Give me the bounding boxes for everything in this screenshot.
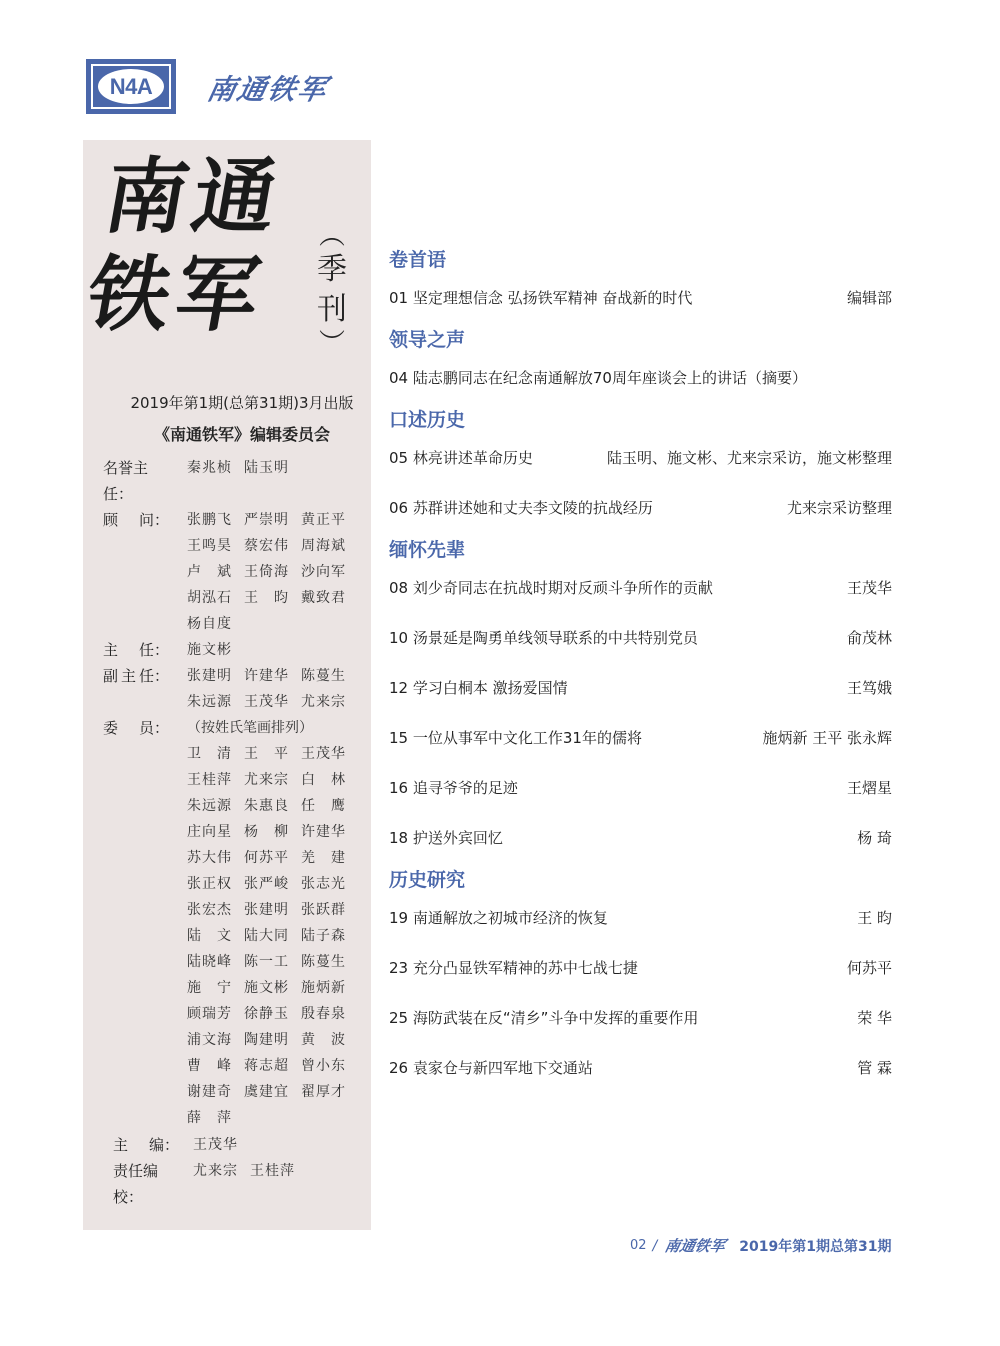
role-label <box>103 715 187 741</box>
toc-author: 王茂华 <box>846 579 892 597</box>
committee-title: 《南通铁军》编辑委员会 <box>153 425 330 444</box>
toc-entry[interactable] <box>389 578 892 598</box>
role-label <box>103 1027 187 1053</box>
toc-author: 陆玉明、施文彬、尤来宗采访，施文彬整理 <box>606 449 892 467</box>
footer-magazine-name: 南通铁军 <box>663 1237 728 1255</box>
member-name: 蒋志超 <box>244 1058 289 1074</box>
toc-entry[interactable] <box>389 908 892 928</box>
toc-entry-title <box>389 958 638 978</box>
role-label-inner <box>103 1053 169 1079</box>
member-name: 王 昀 <box>244 590 289 606</box>
role-label-inner <box>103 559 169 585</box>
toc-entry[interactable] <box>389 728 892 748</box>
member-name: 王桂萍 <box>187 772 232 788</box>
role-label <box>103 533 187 559</box>
toc-author: 尤来宗采访整理 <box>786 499 892 517</box>
footer-issue: 2019年第1期总第31期 <box>739 1238 892 1255</box>
toc-entry-title <box>389 908 608 928</box>
member-name: 陈蔓生 <box>301 954 346 970</box>
member-name: 王 平 <box>244 746 289 762</box>
member-name: 施文彬 <box>244 980 289 996</box>
member-name: 陈一工 <box>244 954 289 970</box>
toc-title-text: 充分凸显铁军精神的苏中七战七捷 <box>412 959 638 977</box>
toc-page-number: 19 <box>389 909 409 927</box>
footer-separator: / <box>652 1237 658 1254</box>
member-name: 陆晓峰 <box>187 954 232 970</box>
role-label-inner <box>103 715 169 741</box>
member-names <box>187 1079 365 1105</box>
toc-section-title: 卷首语 <box>389 249 447 271</box>
quarterly-char-2: 刊 <box>317 292 347 327</box>
member-name: 何苏平 <box>244 850 289 866</box>
calligraphy-line-2: 铁军 <box>79 247 273 343</box>
role-label <box>103 897 187 923</box>
roster-row <box>103 1105 365 1131</box>
toc-author: 编辑部 <box>846 289 892 307</box>
toc-author: 王 昀 <box>857 909 892 927</box>
table-of-contents <box>389 240 892 1078</box>
member-names <box>187 559 365 585</box>
member-names <box>187 611 365 637</box>
role-char: 问： <box>138 511 169 529</box>
member-name: 王茂华 <box>244 694 289 710</box>
role-label <box>103 819 187 845</box>
roster-row <box>103 1079 365 1105</box>
roster-row <box>103 455 365 507</box>
member-names <box>187 793 365 819</box>
role-label-inner <box>103 455 169 507</box>
role-char: 任： <box>138 667 169 685</box>
member-name: 薛 萍 <box>187 1110 232 1126</box>
role-label <box>103 1105 187 1131</box>
toc-entry[interactable] <box>389 368 892 388</box>
member-name: 殷春泉 <box>301 1006 346 1022</box>
roster-row <box>103 741 365 767</box>
toc-entry-title <box>389 728 642 748</box>
roster-row <box>103 585 365 611</box>
role-char: 主 <box>113 1136 129 1154</box>
member-name: 朱远源 <box>187 798 232 814</box>
role-label <box>103 585 187 611</box>
roster-row <box>103 845 365 871</box>
toc-entry-title <box>389 578 713 598</box>
role-label-inner <box>103 507 169 533</box>
roster-row <box>103 949 365 975</box>
member-name: 施 宁 <box>187 980 232 996</box>
roster-row <box>103 1027 365 1053</box>
role-label-inner <box>103 1105 169 1131</box>
toc-page-number: 12 <box>389 679 409 697</box>
roster-row <box>103 507 365 533</box>
toc-page-number: 18 <box>389 829 409 847</box>
role-char: 副 <box>103 667 119 685</box>
toc-entry-title <box>389 678 568 698</box>
member-name: 庄向星 <box>187 824 232 840</box>
role-char: 委 <box>103 719 119 737</box>
member-name: 浦文海 <box>187 1032 232 1048</box>
roster-row <box>103 1001 365 1027</box>
role-label <box>103 923 187 949</box>
member-name: 杨自度 <box>187 616 232 632</box>
member-names <box>187 663 365 689</box>
role-label <box>103 1053 187 1079</box>
roster-row <box>103 559 365 585</box>
member-name: 王倚海 <box>244 564 289 580</box>
quarterly-char-1: 季 <box>317 252 347 287</box>
member-name: 谢建奇 <box>187 1084 232 1100</box>
member-names <box>187 455 365 507</box>
role-char: 名誉主任： <box>103 459 149 503</box>
header-magazine-name: 南通铁军 <box>204 73 332 106</box>
toc-title-text: 海防武装在反“清乡”斗争中发挥的重要作用 <box>412 1009 699 1027</box>
member-name: 王鸣昊 <box>187 538 232 554</box>
roster-row <box>103 897 365 923</box>
page-footer <box>630 1235 895 1256</box>
roster-row <box>103 611 365 637</box>
toc-entry-title <box>389 1058 593 1078</box>
member-names <box>187 1105 365 1131</box>
member-name: 黄 波 <box>301 1032 346 1048</box>
role-label-inner <box>103 949 169 975</box>
role-label-inner <box>103 1079 169 1105</box>
toc-title-text: 陆志鹏同志在纪念南通解放70周年座谈会上的讲话（摘要） <box>412 369 807 387</box>
member-name: 蔡宏伟 <box>244 538 289 554</box>
role-label-inner <box>113 1132 179 1158</box>
masthead-panel <box>79 140 371 1230</box>
member-name: 卢 斌 <box>187 564 232 580</box>
role-label <box>103 663 187 689</box>
toc-entry-title <box>389 448 533 468</box>
member-name: 尤来宗 <box>193 1163 238 1179</box>
role-label-inner <box>103 637 169 663</box>
calligraphy-line-1: 南通 <box>97 149 291 245</box>
member-name: 卫 清 <box>187 746 232 762</box>
toc-author: 王笃娥 <box>846 679 892 697</box>
logo-text: N4A <box>109 73 153 99</box>
toc-entry[interactable] <box>389 1008 892 1028</box>
toc-entry-title <box>389 498 653 518</box>
member-names <box>187 637 365 663</box>
role-char: 编： <box>148 1136 179 1154</box>
roster-row <box>103 1053 365 1079</box>
toc-author: 王熠星 <box>846 779 892 797</box>
member-name: 陆玉明 <box>244 460 289 476</box>
roster-row <box>113 1158 363 1210</box>
role-char: 顾 <box>103 511 119 529</box>
toc-author: 何苏平 <box>846 959 892 977</box>
toc-section-title: 领导之声 <box>389 329 466 351</box>
toc-section-title: 历史研究 <box>389 869 466 891</box>
role-label-inner <box>103 585 169 611</box>
toc-title-text: 护送外宾回忆 <box>412 829 503 847</box>
toc-entry[interactable] <box>389 498 892 518</box>
toc-page-number: 05 <box>389 449 409 467</box>
toc-entry-title <box>389 288 692 308</box>
role-label-inner <box>103 663 169 689</box>
member-name: 施炳新 <box>301 980 346 996</box>
toc-title-text: 坚定理想信念 弘扬铁军精神 奋战新的时代 <box>412 289 693 307</box>
member-name: 施文彬 <box>187 642 232 658</box>
member-name: 张鹏飞 <box>187 512 232 528</box>
logo-oval <box>98 69 164 104</box>
member-name: 尤来宗 <box>301 694 346 710</box>
paren-close: ︶ <box>318 329 345 359</box>
role-label <box>113 1132 193 1158</box>
toc-page-number: 01 <box>389 289 409 307</box>
toc-entry[interactable] <box>389 958 892 978</box>
member-name: 许建华 <box>244 668 289 684</box>
member-name: 苏大伟 <box>187 850 232 866</box>
member-names <box>187 507 365 533</box>
toc-entry[interactable] <box>389 1058 892 1078</box>
roster-row <box>103 689 365 715</box>
role-label-inner <box>103 611 169 637</box>
toc-title-text: 追寻爷爷的足迹 <box>412 779 518 797</box>
toc-title-text: 一位从事军中文化工作31年的儒将 <box>412 729 642 747</box>
member-name: 许建华 <box>301 824 346 840</box>
editor-credits <box>113 1132 363 1210</box>
roster-row <box>103 975 365 1001</box>
member-names <box>187 897 365 923</box>
n4a-logo <box>86 59 176 114</box>
toc-entry-title <box>389 778 518 798</box>
member-name: 陆子森 <box>301 928 346 944</box>
member-name: 张宏杰 <box>187 902 232 918</box>
toc-entry-title <box>389 368 807 388</box>
member-names <box>187 949 365 975</box>
member-name: 胡泓石 <box>187 590 232 606</box>
roster-row <box>113 1132 363 1158</box>
member-name: 顾瑞芳 <box>187 1006 232 1022</box>
role-label-inner <box>103 793 169 819</box>
toc-section-title: 缅怀先辈 <box>389 539 466 561</box>
toc-title-text: 袁家仓与新四军地下交通站 <box>412 1059 593 1077</box>
role-label <box>103 559 187 585</box>
member-name: 张正权 <box>187 876 232 892</box>
member-name: 张建明 <box>187 668 232 684</box>
toc-author: 管 霖 <box>857 1059 892 1077</box>
member-names <box>193 1132 363 1158</box>
role-label <box>103 507 187 533</box>
toc-page-number: 06 <box>389 499 409 517</box>
calligraphy-title <box>80 148 305 344</box>
member-names <box>187 1027 365 1053</box>
toc-entry[interactable] <box>389 448 892 468</box>
toc-entry-title <box>389 1008 698 1028</box>
member-names <box>187 845 365 871</box>
member-name: 严崇明 <box>244 512 289 528</box>
member-name: 戴致君 <box>301 590 346 606</box>
member-name: 白 林 <box>301 772 346 788</box>
role-label-inner <box>103 871 169 897</box>
member-name: 陶建明 <box>244 1032 289 1048</box>
member-names <box>193 1158 363 1210</box>
member-name: 陆 文 <box>187 928 232 944</box>
member-names <box>187 741 365 767</box>
committee-roster <box>103 455 365 1131</box>
member-name: 曾小东 <box>301 1058 346 1074</box>
member-name: 张志光 <box>301 876 346 892</box>
role-label <box>113 1158 193 1210</box>
member-names <box>187 689 365 715</box>
role-label <box>103 689 187 715</box>
role-label <box>103 611 187 637</box>
toc-author: 俞茂林 <box>846 629 892 647</box>
role-char: 任： <box>138 641 169 659</box>
role-label-inner <box>103 1027 169 1053</box>
member-name: 翟厚才 <box>301 1084 346 1100</box>
paren-open: ︵ <box>318 221 345 251</box>
member-name: 任 鹰 <box>301 798 346 814</box>
roster-row <box>103 793 365 819</box>
role-label <box>103 793 187 819</box>
member-name: 秦兆桢 <box>187 460 232 476</box>
role-label-inner <box>103 819 169 845</box>
page-number: 02 <box>630 1238 647 1253</box>
roster-row <box>103 663 365 689</box>
toc-page-number: 08 <box>389 579 409 597</box>
member-names <box>187 767 365 793</box>
member-name: 杨 柳 <box>244 824 289 840</box>
toc-page-number: 15 <box>389 729 409 747</box>
toc-page-number: 26 <box>389 1059 409 1077</box>
role-char: 主 <box>103 641 119 659</box>
roster-row <box>103 637 365 663</box>
role-label <box>103 741 187 767</box>
ordering-note: （按姓氏笔画排列） <box>187 720 313 736</box>
role-char: 责任编校： <box>113 1162 159 1206</box>
toc-page-number: 25 <box>389 1009 409 1027</box>
member-name: 曹 峰 <box>187 1058 232 1074</box>
member-name: 陈蔓生 <box>301 668 346 684</box>
member-name: 周海斌 <box>301 538 346 554</box>
member-name: 徐静玉 <box>244 1006 289 1022</box>
issue-line: 2019年第1期(总第31期)3月出版 <box>130 394 354 412</box>
role-label-inner <box>103 689 169 715</box>
role-label-inner <box>103 533 169 559</box>
toc-entry-title <box>389 828 503 848</box>
roster-row <box>103 767 365 793</box>
role-label-inner <box>103 767 169 793</box>
member-name: 陆大同 <box>244 928 289 944</box>
role-label <box>103 767 187 793</box>
role-char: 主 <box>120 667 136 685</box>
role-label <box>103 975 187 1001</box>
member-name: 王茂华 <box>301 746 346 762</box>
toc-entry[interactable] <box>389 828 892 848</box>
toc-title-text: 苏群讲述她和丈夫李文陵的抗战经历 <box>412 499 653 517</box>
role-label-inner <box>113 1158 179 1210</box>
role-label-inner <box>103 975 169 1001</box>
member-name: 朱远源 <box>187 694 232 710</box>
member-name: 羌 建 <box>301 850 346 866</box>
member-name: 黄正平 <box>301 512 346 528</box>
member-name: 朱惠良 <box>244 798 289 814</box>
quarterly-label <box>315 222 349 358</box>
member-names <box>187 1053 365 1079</box>
role-label <box>103 1079 187 1105</box>
toc-title-text: 汤景延是陶勇单线领导联系的中共特别党员 <box>412 629 698 647</box>
role-label-inner <box>103 1001 169 1027</box>
member-names <box>187 715 365 741</box>
member-name: 张跃群 <box>301 902 346 918</box>
toc-author: 杨 琦 <box>857 829 892 847</box>
member-name: 王茂华 <box>193 1137 238 1153</box>
member-names <box>187 871 365 897</box>
role-label <box>103 1001 187 1027</box>
member-names <box>187 585 365 611</box>
member-names <box>187 533 365 559</box>
toc-page-number: 04 <box>389 369 409 387</box>
toc-entry[interactable] <box>389 678 892 698</box>
toc-title-text: 学习白桐本 激扬爱国情 <box>412 679 568 697</box>
roster-row <box>103 819 365 845</box>
roster-row <box>103 871 365 897</box>
member-name: 沙向军 <box>301 564 346 580</box>
toc-title-text: 刘少奇同志在抗战时期对反顽斗争所作的贡献 <box>412 579 713 597</box>
toc-page-number: 10 <box>389 629 409 647</box>
role-label <box>103 871 187 897</box>
toc-entry-title <box>389 628 698 648</box>
member-names <box>187 975 365 1001</box>
member-name: 王桂萍 <box>250 1163 295 1179</box>
toc-author: 施炳新 王平 张永辉 <box>762 729 892 747</box>
role-label-inner <box>103 897 169 923</box>
member-names <box>187 819 365 845</box>
toc-entry[interactable] <box>389 628 892 648</box>
toc-title-text: 林亮讲述革命历史 <box>412 449 533 467</box>
roster-row <box>103 715 365 741</box>
role-label <box>103 949 187 975</box>
role-label <box>103 455 187 507</box>
roster-row <box>103 533 365 559</box>
member-names <box>187 1001 365 1027</box>
toc-entry[interactable] <box>389 288 892 308</box>
role-label-inner <box>103 741 169 767</box>
toc-page-number: 16 <box>389 779 409 797</box>
member-name: 尤来宗 <box>244 772 289 788</box>
role-label-inner <box>103 923 169 949</box>
roster-row <box>103 923 365 949</box>
member-name: 虞建宜 <box>244 1084 289 1100</box>
role-char: 员： <box>138 719 169 737</box>
toc-author: 荣 华 <box>857 1009 892 1027</box>
toc-entry[interactable] <box>389 778 892 798</box>
member-name: 张建明 <box>244 902 289 918</box>
toc-title-text: 南通解放之初城市经济的恢复 <box>412 909 608 927</box>
role-label <box>103 845 187 871</box>
toc-section-title: 口述历史 <box>389 409 466 431</box>
role-label <box>103 637 187 663</box>
role-label-inner <box>103 845 169 871</box>
toc-page-number: 23 <box>389 959 409 977</box>
member-name: 张严峻 <box>244 876 289 892</box>
member-names <box>187 923 365 949</box>
